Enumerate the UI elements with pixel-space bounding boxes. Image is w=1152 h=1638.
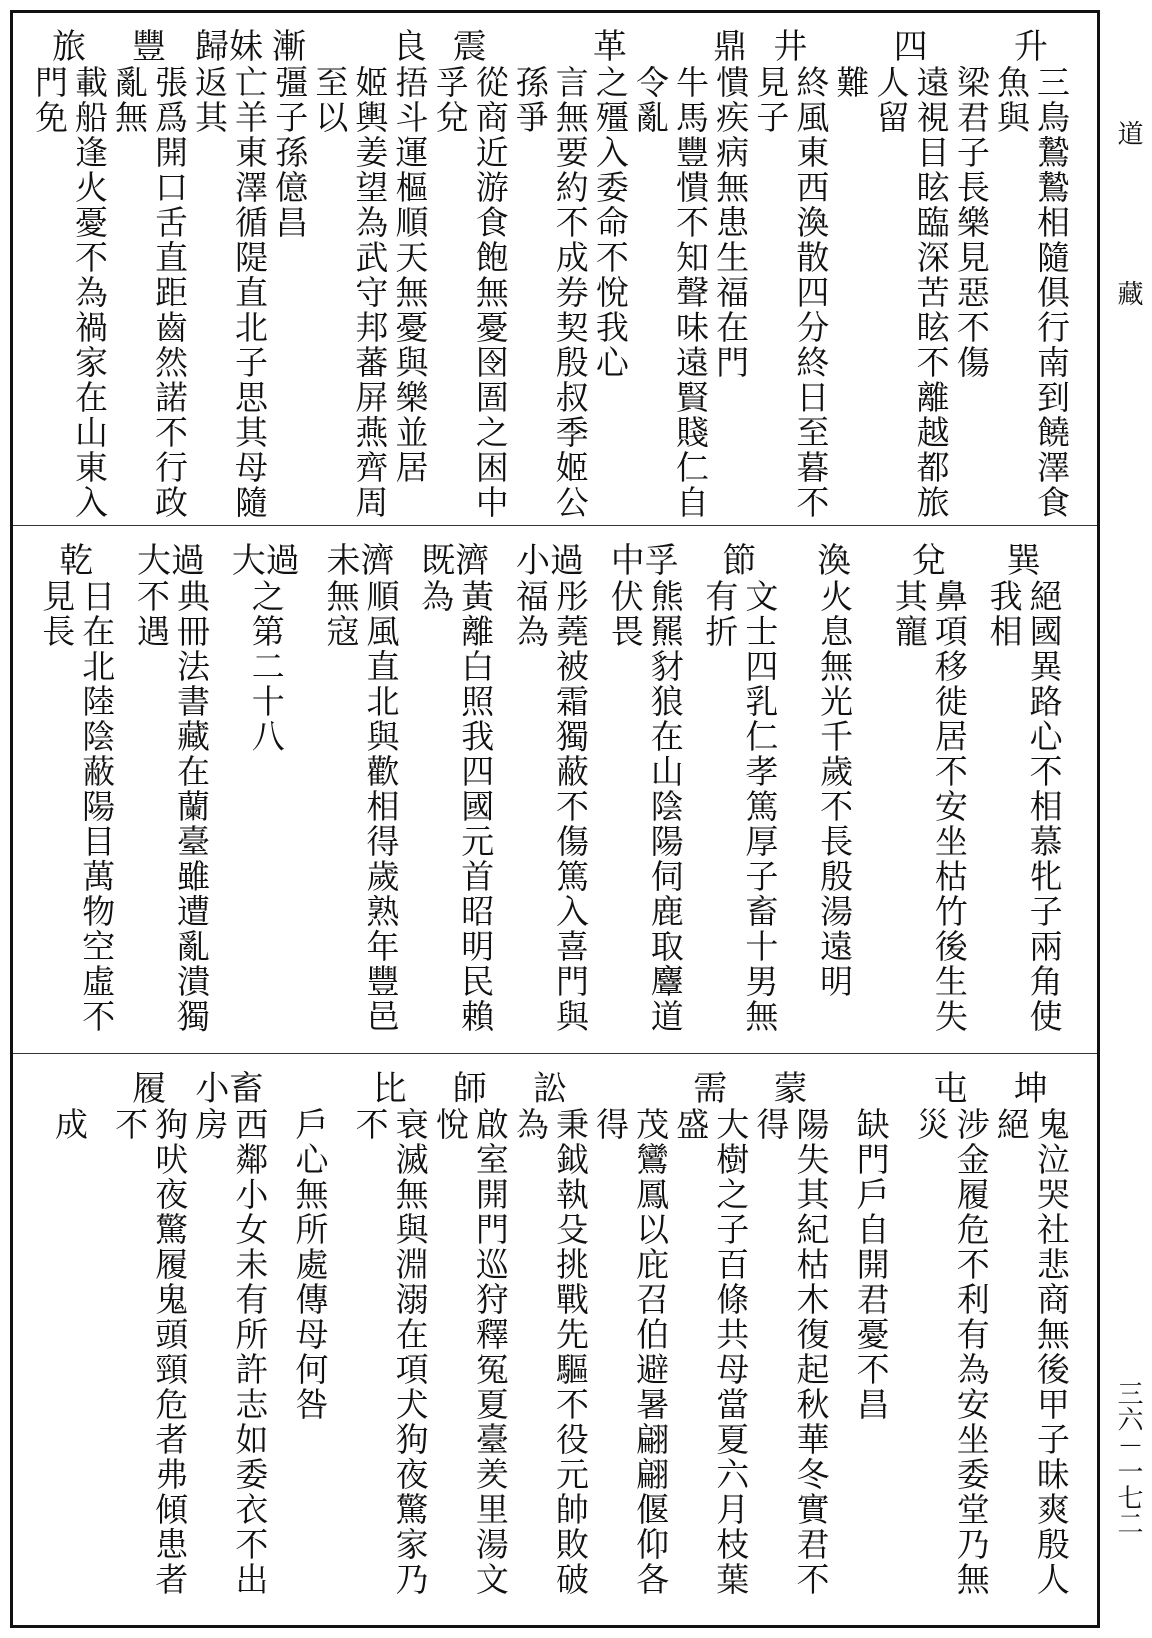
hexagram-heading: 大過 (137, 541, 206, 581)
collection-title-top: 道 (1113, 120, 1143, 146)
hexagram-heading: 豐 (132, 27, 167, 67)
hexagram-heading: 既濟 (421, 541, 490, 581)
verse-text: 缺門戶自開君憂不昌 (851, 1107, 891, 1422)
hexagram-heading: 需 (693, 1069, 728, 1109)
hexagram-heading: 小畜 (195, 1069, 264, 1109)
hexagram-heading: 坤 (1013, 1069, 1048, 1109)
page-number: 三六－一七二 (1113, 1380, 1143, 1536)
hexagram-heading: 屯 (933, 1069, 968, 1109)
verse-text: 戶心無所處傳母何咎 (290, 1107, 330, 1422)
verse-text: 之第二十八 (246, 579, 286, 754)
hexagram-heading: 蒙 (773, 1069, 808, 1109)
hexagram-heading: 革 (592, 27, 627, 67)
hexagram-heading: 巽 (1006, 541, 1041, 581)
hexagram-heading: 震 (452, 27, 487, 67)
panel-top (13, 13, 1097, 523)
verse-text: 亡羊東澤循隄直北子思其母隨返其 (190, 65, 270, 520)
page-frame (10, 10, 1100, 1628)
text-column (218, 535, 313, 1051)
verse-text: 載船逢火憂不為禍家在山東入門免 (30, 65, 110, 520)
text-column (29, 1063, 109, 1625)
hexagram-heading: 訟 (532, 1069, 567, 1109)
text-column (109, 1063, 189, 1625)
text-column (911, 1063, 991, 1625)
text-column (590, 21, 630, 523)
text-column (430, 1063, 510, 1625)
verse-text: 之殭入委命不悅我心 (590, 65, 630, 380)
hexagram-heading: 渙 (817, 541, 852, 581)
text-column (991, 1063, 1071, 1625)
verse-text: 火息無光千歲不長殷湯遠明 (815, 579, 855, 999)
text-column (309, 21, 389, 523)
text-column (976, 535, 1071, 1051)
hexagram-heading: 升 (1014, 27, 1048, 67)
verse-text: 順風直北與歡相得歲熟年豐邑無寇 (321, 579, 401, 1034)
panel-divider (13, 525, 1097, 526)
text-column (510, 1063, 590, 1625)
text-column (503, 535, 598, 1051)
verse-text: 文士四乳仁孝篤厚子畜十男無有折 (700, 579, 780, 1034)
verse-text: 西鄰小女未有所許志如委衣不出房 (190, 1107, 270, 1597)
verse-text: 涉金履危不利有為安坐委堂乃無災 (911, 1107, 991, 1597)
text-column (189, 1063, 269, 1625)
verse-text: 張爲開口舌直距齒然諾不行政亂無 (110, 65, 190, 520)
text-column (269, 1063, 349, 1625)
verse-text: 熊羆豺狼在山陰陽伺鹿取麞道伏畏 (605, 579, 685, 1034)
panel-bottom (13, 1055, 1097, 1625)
hexagram-heading: 鼎 (713, 27, 748, 67)
text-column (313, 535, 408, 1051)
text-column (29, 21, 109, 523)
verse-text: 梁君子長樂見惡不傷 (951, 65, 991, 380)
text-column (750, 21, 830, 523)
verse-text: 大樹之子百條共母當夏六月枝葉盛 (671, 1107, 751, 1597)
verse-text: 捂斗運樞順天無憂與樂並居 (390, 65, 430, 485)
text-column (951, 21, 991, 523)
panel-middle (13, 527, 1097, 1051)
page-margin (1104, 0, 1152, 1638)
verse-text: 衰滅無與淵溺在項犬狗夜驚家乃不 (350, 1107, 430, 1597)
text-column (269, 21, 309, 523)
hexagram-heading: 乾 (59, 541, 94, 581)
text-column (630, 21, 710, 523)
verse-text: 姬輿姜望為武守邦蕃屏燕齊周至以 (310, 65, 390, 520)
verse-text: 鬼泣哭社悲商無後甲子昧爽殷人絕 (991, 1107, 1071, 1597)
text-column (29, 535, 124, 1051)
verse-text: 成 (50, 1107, 90, 1142)
text-column (991, 21, 1071, 523)
hexagram-heading: 師 (452, 1069, 487, 1109)
verse-text: 茂鸞鳳以庇召伯避暑翩翩偃仰各得 (591, 1107, 671, 1597)
verse-text: 狗吠夜驚履鬼頭頸危者弗傾患者不 (110, 1107, 190, 1597)
verse-text: 啟室開門巡狩釋冤夏臺羑里湯文悅 (430, 1107, 510, 1597)
verse-text: 陽失其紀枯木復起秋華冬實君不得 (751, 1107, 831, 1597)
verse-text: 難 (831, 65, 871, 100)
hexagram-heading: 比 (372, 1069, 407, 1109)
verse-text: 憒疾病無患生福在門 (711, 65, 751, 380)
hexagram-heading: 良 (392, 27, 427, 67)
text-column (408, 535, 503, 1051)
verse-text: 典冊法書藏在蘭臺雖遭亂潰獨不遇 (132, 579, 212, 1034)
hexagram-heading: 大過 (231, 541, 300, 581)
verse-text: 絕國異路心不相慕牝子兩角使我相 (984, 579, 1064, 1034)
verse-text: 彤蕘被霜獨蔽不傷篤入喜門與福為 (510, 579, 590, 1034)
text-column (430, 21, 510, 523)
verse-text: 終風東西渙散四分終日至暮不見子 (751, 65, 831, 520)
hexagram-heading: 兌 (911, 541, 946, 581)
text-column (350, 1063, 430, 1625)
text-column (590, 1063, 670, 1625)
text-column (597, 535, 692, 1051)
verse-text: 彊子孫億昌 (270, 65, 310, 240)
hexagram-heading: 未濟 (326, 541, 395, 581)
hexagram-heading: 中孚 (610, 541, 679, 581)
text-column (830, 21, 870, 523)
hexagram-heading: 小過 (515, 541, 584, 581)
verse-text: 言無要約不成券契殷叔季姬公孫爭 (510, 65, 590, 520)
text-column (189, 21, 269, 523)
collection-title-bottom: 藏 (1113, 280, 1143, 306)
hexagram-heading: 四 (893, 27, 928, 67)
text-column (670, 1063, 750, 1625)
panel-divider (13, 1053, 1097, 1054)
text-column (389, 21, 429, 523)
text-column (109, 21, 189, 523)
verse-text: 牛馬豐憒不知聲味遠賢賤仁自令亂 (631, 65, 711, 520)
text-column (510, 21, 590, 523)
verse-text: 三鳥鷙鷙相隨俱行南到饒澤食魚與 (992, 65, 1071, 520)
verse-text: 秉鉞執殳挑戰先驅不役元帥敗破為 (510, 1107, 590, 1597)
text-column (692, 535, 787, 1051)
text-column (871, 21, 951, 523)
verse-text: 黃離白照我四國元首昭明民賴為 (416, 579, 496, 1034)
hexagram-heading: 履 (132, 1069, 167, 1109)
text-column (710, 21, 750, 523)
text-column (787, 535, 882, 1051)
verse-text: 遠視目眩臨深苦眩不離越都旅人留 (871, 65, 951, 520)
text-column (831, 1063, 911, 1625)
text-column (124, 535, 219, 1051)
text-column (882, 535, 977, 1051)
text-column (750, 1063, 830, 1625)
hexagram-heading: 節 (722, 541, 757, 581)
hexagram-heading: 漸 (272, 27, 307, 67)
hexagram-heading: 旅 (52, 27, 87, 67)
hexagram-heading: 歸妹 (195, 27, 264, 67)
verse-text: 鼻項移徙居不安坐枯竹後生失其寵 (889, 579, 969, 1034)
verse-text: 日在北陸陰蔽陽目萬物空虛不見長 (37, 579, 117, 1034)
verse-text: 從商近游食飽無憂囹圄之困中孚兌 (430, 65, 510, 520)
hexagram-heading: 井 (773, 27, 808, 67)
